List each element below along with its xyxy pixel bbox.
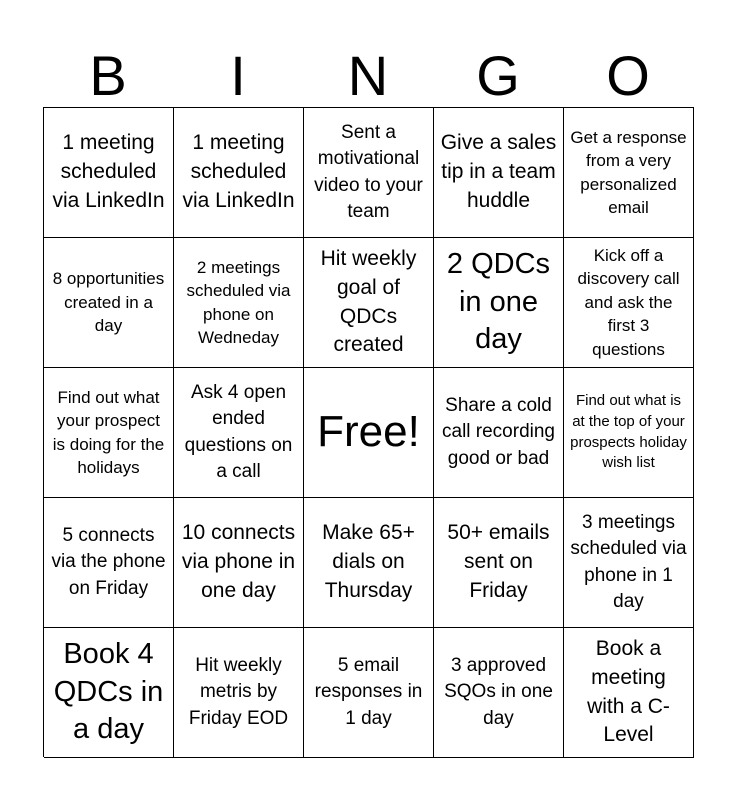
- bingo-cell-r2c1[interactable]: [44, 238, 174, 368]
- cell-text: Hit weekly goal of QDCs created: [320, 246, 417, 357]
- bingo-cell-r5c5[interactable]: [564, 628, 694, 758]
- cell-text: Get a response from a very personalized email: [570, 127, 687, 217]
- cell-text: Sent a motivational video to your team: [314, 122, 423, 222]
- bingo-board: [43, 107, 694, 757]
- bingo-cell-r1c5[interactable]: [564, 108, 694, 238]
- bingo-cell-r1c1[interactable]: [44, 108, 174, 238]
- header-letter-o: O: [606, 44, 650, 107]
- bingo-cell-r2c2[interactable]: [174, 238, 304, 368]
- bingo-cell-r5c3[interactable]: [304, 628, 434, 758]
- header-letter-i: I: [230, 44, 246, 107]
- cell-text: 3 approved SQOs in one day: [444, 655, 553, 729]
- cell-text: Find out what your prospect is doing for the holidays: [52, 387, 165, 477]
- bingo-cell-r3c4[interactable]: [434, 368, 564, 498]
- bingo-cell-r1c2[interactable]: [174, 108, 304, 238]
- header-letter-g: G: [476, 44, 520, 107]
- cell-text: 3 meetings scheduled via phone in 1 day: [570, 512, 687, 612]
- cell-text: 50+ emails sent on Friday: [447, 521, 550, 602]
- cell-text: 8 opportunities created in a day: [52, 269, 165, 336]
- bingo-cell-r5c2[interactable]: [174, 628, 304, 758]
- bingo-cell-r4c2[interactable]: [174, 498, 304, 628]
- bingo-cell-r2c4[interactable]: [434, 238, 564, 368]
- cell-text: Find out what is at the top of your prospects holiday wish list: [570, 392, 687, 472]
- bingo-cell-r1c3[interactable]: [304, 108, 434, 238]
- free-space-text: Free!: [317, 407, 420, 457]
- header-letter-n: N: [347, 44, 389, 107]
- bingo-cell-r4c5[interactable]: [564, 498, 694, 628]
- cell-text: 5 connects via the phone on Friday: [51, 525, 166, 599]
- cell-text: 2 QDCs in one day: [446, 247, 551, 356]
- bingo-cell-r4c3[interactable]: [304, 498, 434, 628]
- bingo-cell-r4c1[interactable]: [44, 498, 174, 628]
- cell-text: 10 connects via phone in one day: [181, 521, 296, 602]
- bingo-cell-r2c5[interactable]: [564, 238, 694, 368]
- cell-text: Share a cold call recording good or bad: [442, 395, 555, 469]
- cell-text: 1 meeting scheduled via LinkedIn: [52, 131, 165, 212]
- bingo-cell-r1c4[interactable]: [434, 108, 564, 238]
- cell-text: Book 4 QDCs in a day: [53, 637, 164, 746]
- bingo-cell-r3c1[interactable]: [44, 368, 174, 498]
- cell-text: Kick off a discovery call and ask the first 3 questions: [577, 245, 680, 359]
- cell-text: 2 meetings scheduled via phone on Wedneday: [186, 257, 291, 347]
- bingo-cell-r4c4[interactable]: [434, 498, 564, 628]
- bingo-cell-r3c2[interactable]: [174, 368, 304, 498]
- bingo-header: [43, 44, 693, 108]
- bingo-cell-free[interactable]: [304, 368, 434, 498]
- cell-text: 1 meeting scheduled via LinkedIn: [182, 131, 295, 212]
- bingo-cell-r2c3[interactable]: [304, 238, 434, 368]
- cell-text: 5 email responses in 1 day: [314, 655, 423, 729]
- header-letter-b: B: [89, 44, 127, 107]
- cell-text: Hit weekly metris by Friday EOD: [188, 655, 289, 729]
- bingo-cell-r5c1[interactable]: [44, 628, 174, 758]
- cell-text: Book a meeting with a C-Level: [587, 636, 670, 747]
- cell-text: Give a sales tip in a team huddle: [440, 131, 557, 212]
- cell-text: Ask 4 open ended questions on a call: [184, 382, 293, 482]
- bingo-cell-r5c4[interactable]: [434, 628, 564, 758]
- cell-text: Make 65+ dials on Thursday: [322, 521, 415, 602]
- bingo-cell-r3c5[interactable]: [564, 368, 694, 498]
